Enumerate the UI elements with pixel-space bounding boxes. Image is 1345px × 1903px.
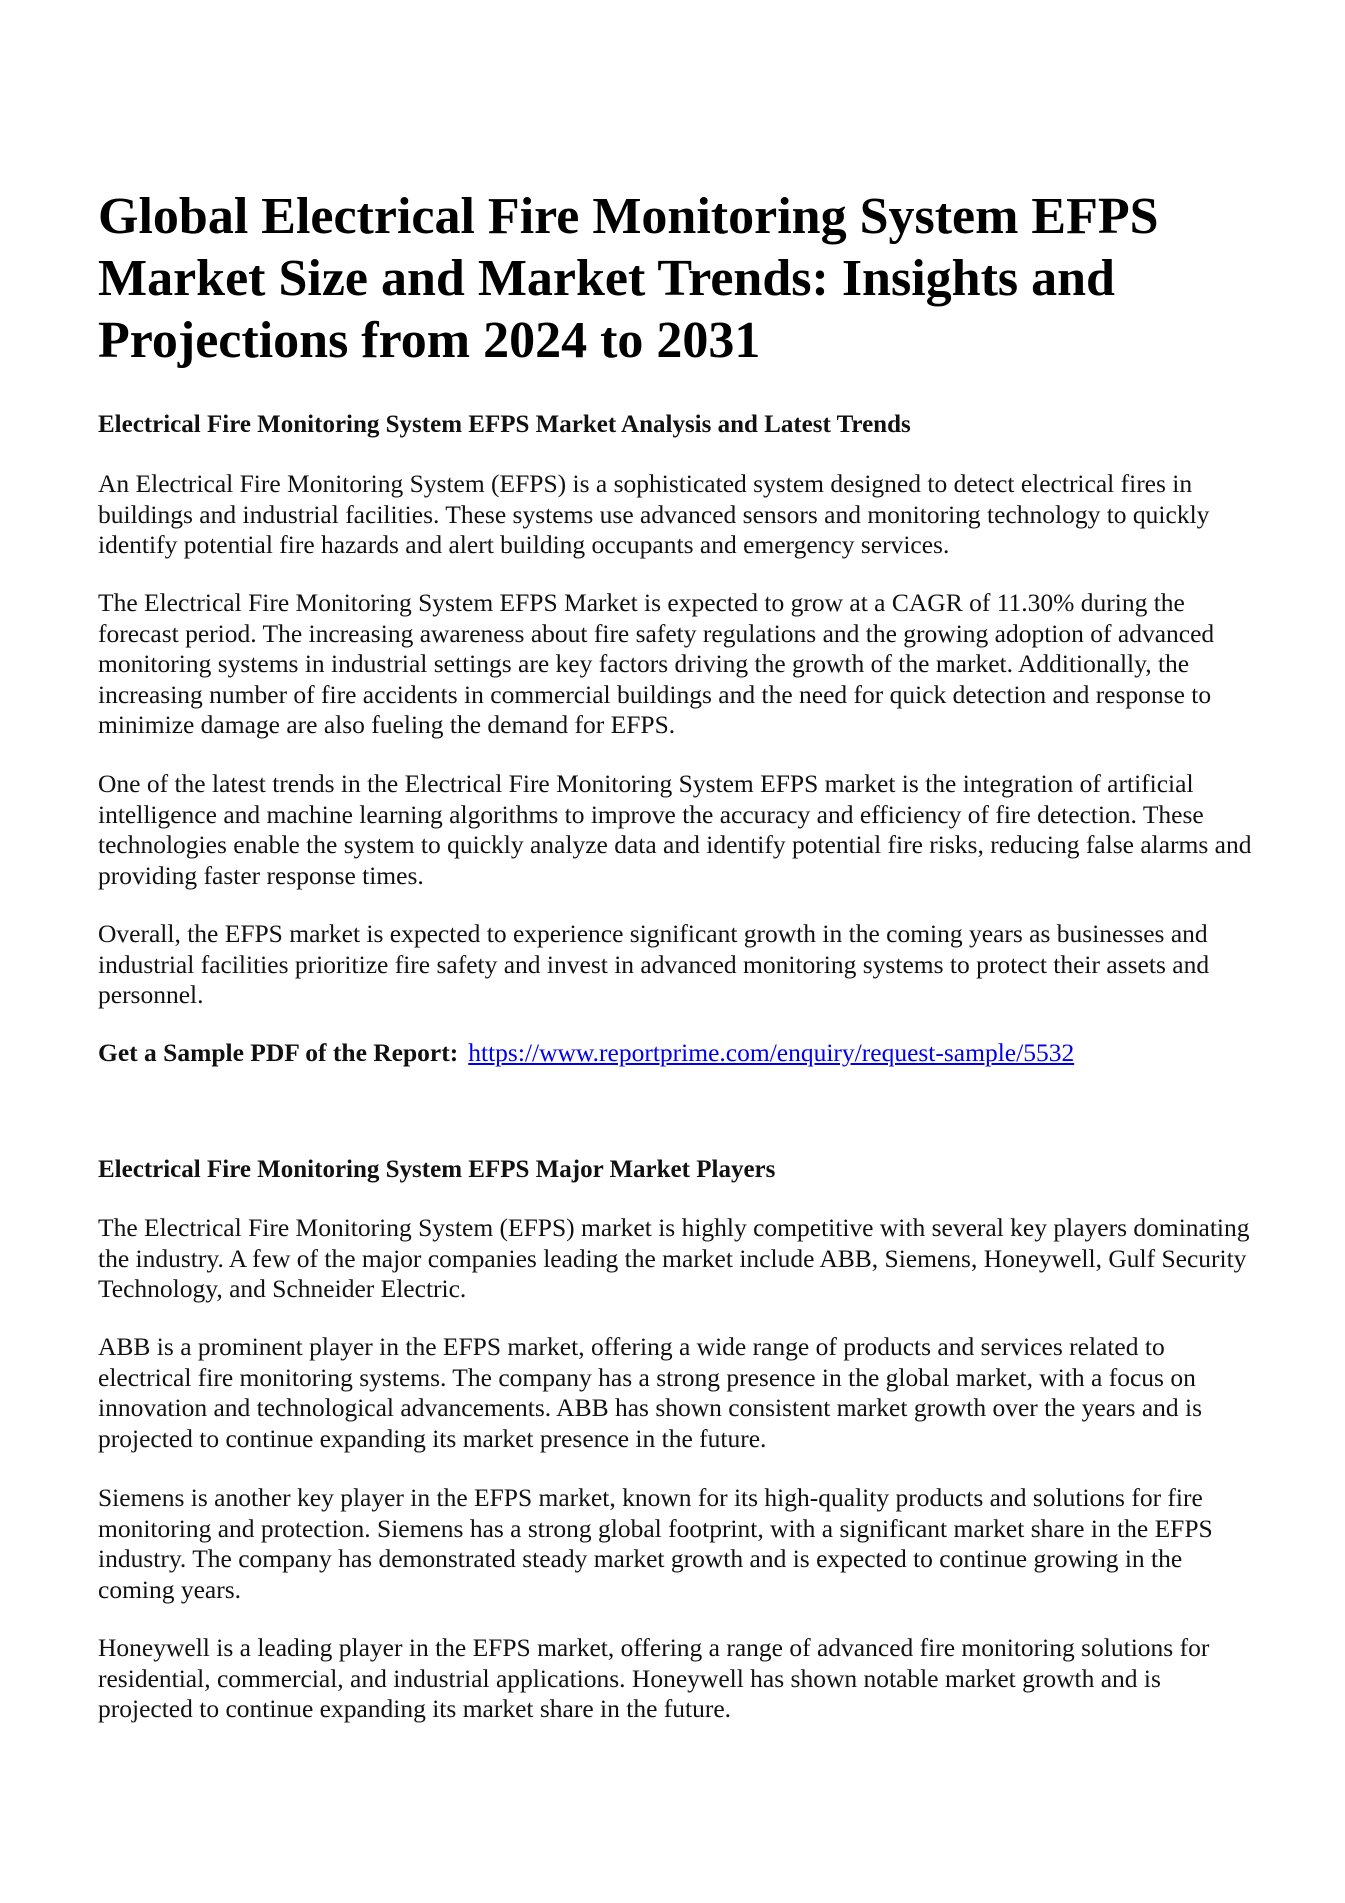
paragraph: The Electrical Fire Monitoring System (EFPS) market is highly competitive with several key players dominating the industry. A few of the major companies leading the market include ABB, Siemens, Honeywell, Gulf Security Technology, and Schneider Electric.: [98, 1213, 1250, 1303]
page-title: Global Electrical Fire Monitoring System EFPS Market Size and Market Trends: Insights and Projections from 2024 to 2031: [98, 188, 1159, 369]
paragraph: Overall, the EFPS market is expected to experience significant growth in the coming years as businesses and industrial facilities prioritize fire safety and invest in advanced monitoring systems to protect their assets and personnel.: [98, 919, 1210, 1009]
paragraph: One of the latest trends in the Electrical Fire Monitoring System EFPS market is the integration of artificial intelligence and machine learning algorithms to improve the accuracy and efficiency of fire detection. These technologies enable the system to quickly analyze data and identify potential fire risks, reducing false alarms and providing faster response times.: [98, 769, 1252, 890]
paragraph: The Electrical Fire Monitoring System EFPS Market is expected to grow at a CAGR of 11.30% during the forecast period. The increasing awareness about fire safety regulations and the growing adoption of advanced monitoring systems in industrial settings are key factors driving the growth of the market. Additionally, the increasing number of fire accidents in commercial buildings and the need for quick detection and response to minimize damage are also fueling the demand for EFPS.: [98, 588, 1215, 739]
section-heading-players: Electrical Fire Monitoring System EFPS Major Market Players: [98, 1156, 776, 1183]
section-heading-analysis: Electrical Fire Monitoring System EFPS Market Analysis and Latest Trends: [98, 411, 911, 438]
paragraph: Honeywell is a leading player in the EFPS market, offering a range of advanced fire monitoring solutions for residential, commercial, and industrial applications. Honeywell has shown notable market growth and is projected to continue expanding its market share in the future.: [98, 1633, 1210, 1723]
paragraph: Siemens is another key player in the EFPS market, known for its high-quality products and solutions for fire monitoring and protection. Siemens has a strong global footprint, with a significant market share in the EFPS industry. The company has demonstrated steady market growth and is expected to continue growing in the coming years.: [98, 1483, 1213, 1604]
sample-pdf-label: Get a Sample PDF of the Report:: [98, 1038, 459, 1067]
paragraph: ABB is a prominent player in the EFPS market, offering a wide range of products and services related to electrical fire monitoring systems. The company has a strong presence in the global market, with a focus on innovation and technological advancements. ABB has shown consistent market growth over the years and is projected to continue expanding its market presence in the future.: [98, 1332, 1203, 1453]
paragraph: An Electrical Fire Monitoring System (EFPS) is a sophisticated system designed to detect electrical fires in buildings and industrial facilities. These systems use advanced sensors and monitoring technology to quickly identify potential fire hazards and alert building occupants and emergency services.: [98, 469, 1210, 559]
sample-pdf-link[interactable]: https://www.reportprime.com/enquiry/request-sample/5532: [468, 1038, 1075, 1067]
sample-pdf-line: [98, 1038, 1258, 1069]
